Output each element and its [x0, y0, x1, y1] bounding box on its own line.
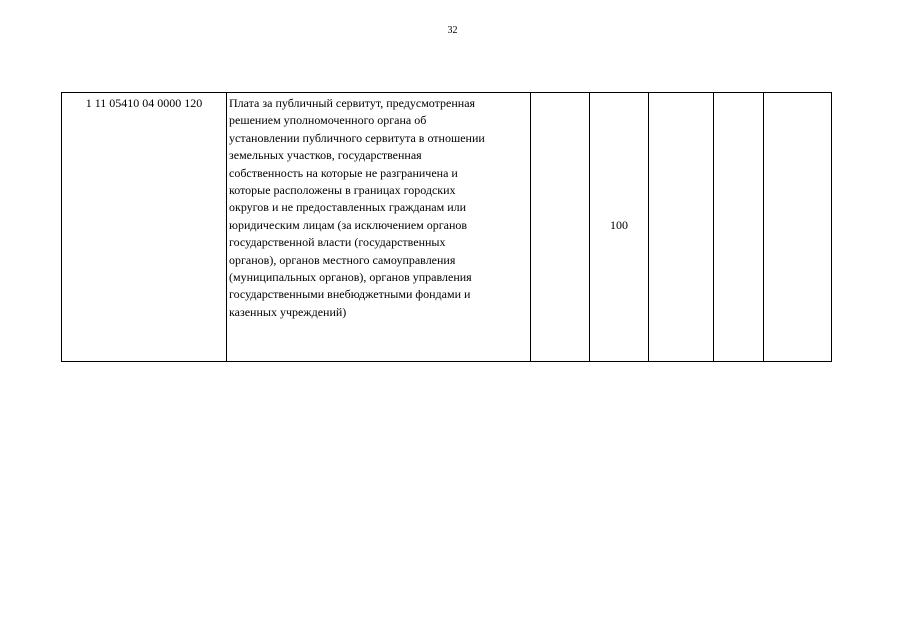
description-line: решением уполномоченного органа об	[229, 113, 427, 128]
description-line: казенных учреждений)	[229, 304, 347, 319]
empty-cell-7	[764, 93, 832, 362]
description-line: земельных участков, государственная	[229, 148, 422, 163]
value-text: 100	[610, 218, 628, 232]
table-row	[62, 93, 832, 362]
empty-cell-5	[649, 93, 714, 362]
description-line: собственность на которые не разграничена и	[229, 165, 458, 180]
budget-table	[61, 92, 832, 362]
description-line: государственной власти (государственных	[229, 235, 446, 250]
description-line: установлении публичного сервитута в отношении	[229, 130, 485, 145]
empty-cell-3	[531, 93, 590, 362]
budget-code-cell: 1 11 05410 04 0000 120	[62, 93, 227, 362]
page-number: 32	[447, 25, 458, 36]
description-line: округов и не предоставленных гражданам или	[229, 200, 467, 215]
description-cell	[227, 93, 531, 362]
description-line: государственными внебюджетными фондами и	[229, 287, 471, 302]
description-line: Плата за публичный сервитут, предусмотренная	[229, 96, 476, 110]
empty-cell-6	[714, 93, 764, 362]
value-cell	[590, 93, 649, 362]
description-line: юридическим лицам (за исключением органов	[229, 217, 468, 232]
description-line: (муниципальных органов), органов управления	[229, 270, 472, 285]
description-line: которые расположены в границах городских	[229, 183, 456, 198]
description-line: органов), органов местного самоуправления	[229, 252, 456, 267]
